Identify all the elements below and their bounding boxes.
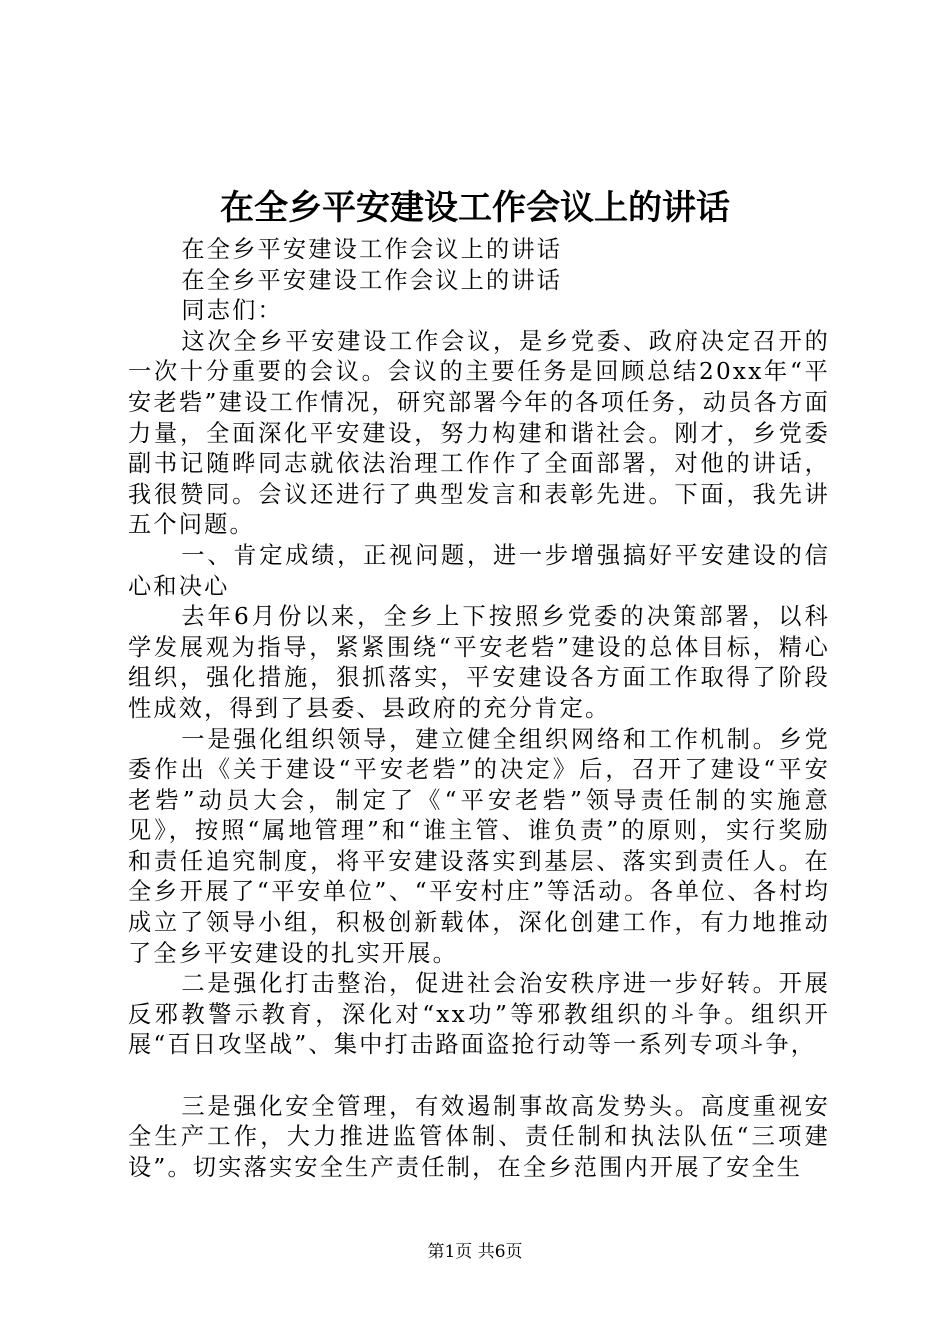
paragraph-achievements: 去年6月份以来，全乡上下按照乡党委的决策部署，以科学发展观为指导，紧紧围绕“平安老砦”建设的总体目标，精心组织，强化措施，狠抓落实，平安建设各方面工作取得了阶段性成效，得到了县委、县政府的充分肯定。 bbox=[128, 603, 830, 722]
heading-repeat-1: 在全乡平安建设工作会议上的讲话 bbox=[181, 236, 563, 263]
paragraph-point-2: 二是强化打击整治，促进社会治安秩序进一步好转。开展反邪教警示教育，深化对“xx功”等邪教组织的斗争。组织开展“百日攻坚战”、集中打击路面盗抢行动等一系列专项斗争， bbox=[128, 970, 830, 1059]
paragraph-point-1: 一是强化组织领导，建立健全组织网络和工作机制。乡党委作出《关于建设“平安老砦”的决定》后，召开了建设“平安老砦”动员大会，制定了《“平安老砦”领导责任制的实施意见》，按照“属地管理”和“谁主管、谁负责”的原则，实行奖励和责任追究制度，将平安建设落实到基层、落实到责任人。在全乡开展了“平安单位”、“平安村庄”等活动。各单位、各村均成立了领导小组，积极创新载体，深化创建工作，有力地推动了全乡平安建设的扎实开展。 bbox=[128, 725, 830, 967]
page-number-footer: 第1页 共6页 bbox=[427, 1242, 523, 1262]
heading-repeat-2: 在全乡平安建设工作会议上的讲话 bbox=[181, 266, 563, 294]
document-title: 在全乡平安建设工作会议上的讲话 bbox=[220, 188, 730, 228]
section-heading-1: 一、肯定成绩，正视问题，进一步增强搞好平安建设的信心和决心 bbox=[128, 541, 830, 600]
paragraph-intro: 这次全乡平安建设工作会议，是乡党委、政府决定召开的一次十分重要的会议。会议的主要任务是回顾总结20xx年“平安老砦”建设工作情况，研究部署今年的各项任务，动员各方面力量，全面深化平安建设，努力构建和谐社会。刚才，乡党委副书记随晔同志就依法治理工作作了全面部署，对他的讲话，我很赞同。会议还进行了典型发言和表彰先进。下面，我先讲五个问题。 bbox=[128, 327, 830, 539]
document-body bbox=[128, 235, 830, 1183]
salutation: 同志们： bbox=[181, 297, 283, 325]
paragraph-point-3: 三是强化安全管理，有效遏制事故高发势头。高度重视安全生产工作，大力推进监管体制、责任制和执法队伍“三项建设”。切实落实安全生产责任制，在全乡范围内开展了安全生 bbox=[128, 1092, 830, 1181]
